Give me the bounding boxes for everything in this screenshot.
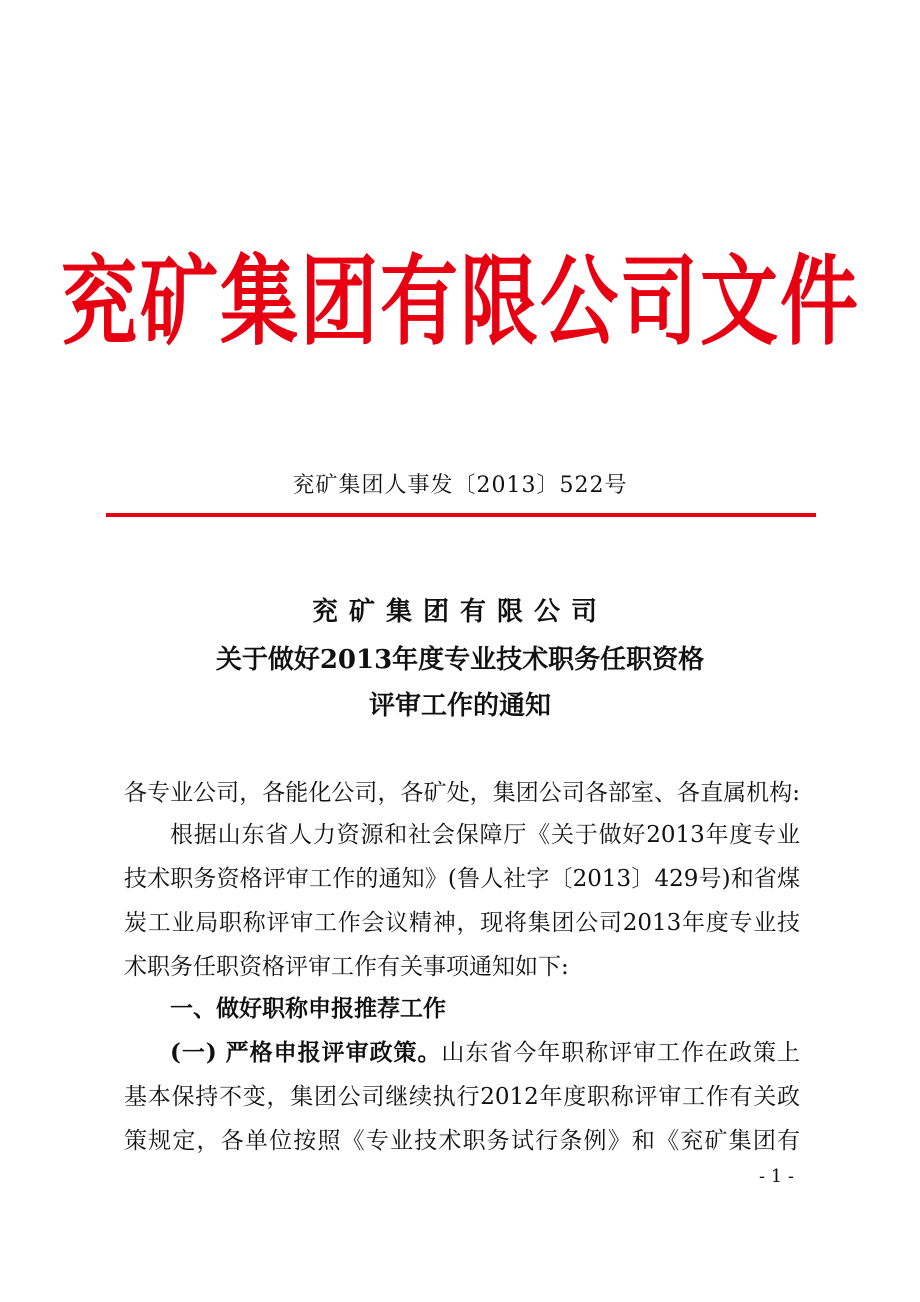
page-number: - 1 - (758, 1166, 794, 1187)
paragraph-line: 术职务任职资格评审工作有关事项通知如下: (124, 954, 569, 980)
paragraph-line: 根据山东省人力资源和社会保障厅《关于做好2013年度专业 (170, 822, 800, 848)
section-heading: 一、做好职称申报推荐工作 (170, 995, 446, 1022)
item-label: (一) 严格申报评审政策。 (170, 1039, 442, 1066)
paragraph-line: 炭工业局职称评审工作会议精神，现将集团公司2013年度专业技 (124, 910, 800, 936)
paragraph-line: 基本保持不变，集团公司继续执行2012年度职称评审工作有关政 (124, 1084, 800, 1110)
paragraph-line: 策规定，各单位按照《专业技术职务试行条例》和《兖矿集团有 (124, 1128, 800, 1154)
item-text: 山东省今年职称评审工作在政策上 (441, 1040, 801, 1066)
red-divider-rule (106, 513, 816, 517)
notice-title-line-3: 评审工作的通知 (368, 691, 551, 721)
salutation: 各专业公司，各能化公司，各矿处，集团公司各部室、各直属机构: (124, 780, 800, 806)
document-number: 兖矿集团人事发〔2013〕522号 (292, 473, 628, 498)
notice-title-line-1: 兖矿集团有限公司 (311, 597, 608, 627)
paragraph-line: 技术职务资格评审工作的通知》(鲁人社字〔2013〕429号)和省煤 (124, 866, 800, 892)
item-first-line (170, 1036, 800, 1070)
masthead-title: 兖矿集团有限公司文件 (60, 246, 861, 360)
notice-title-line-2: 关于做好2013年度专业技术职务任职资格 (215, 645, 705, 675)
